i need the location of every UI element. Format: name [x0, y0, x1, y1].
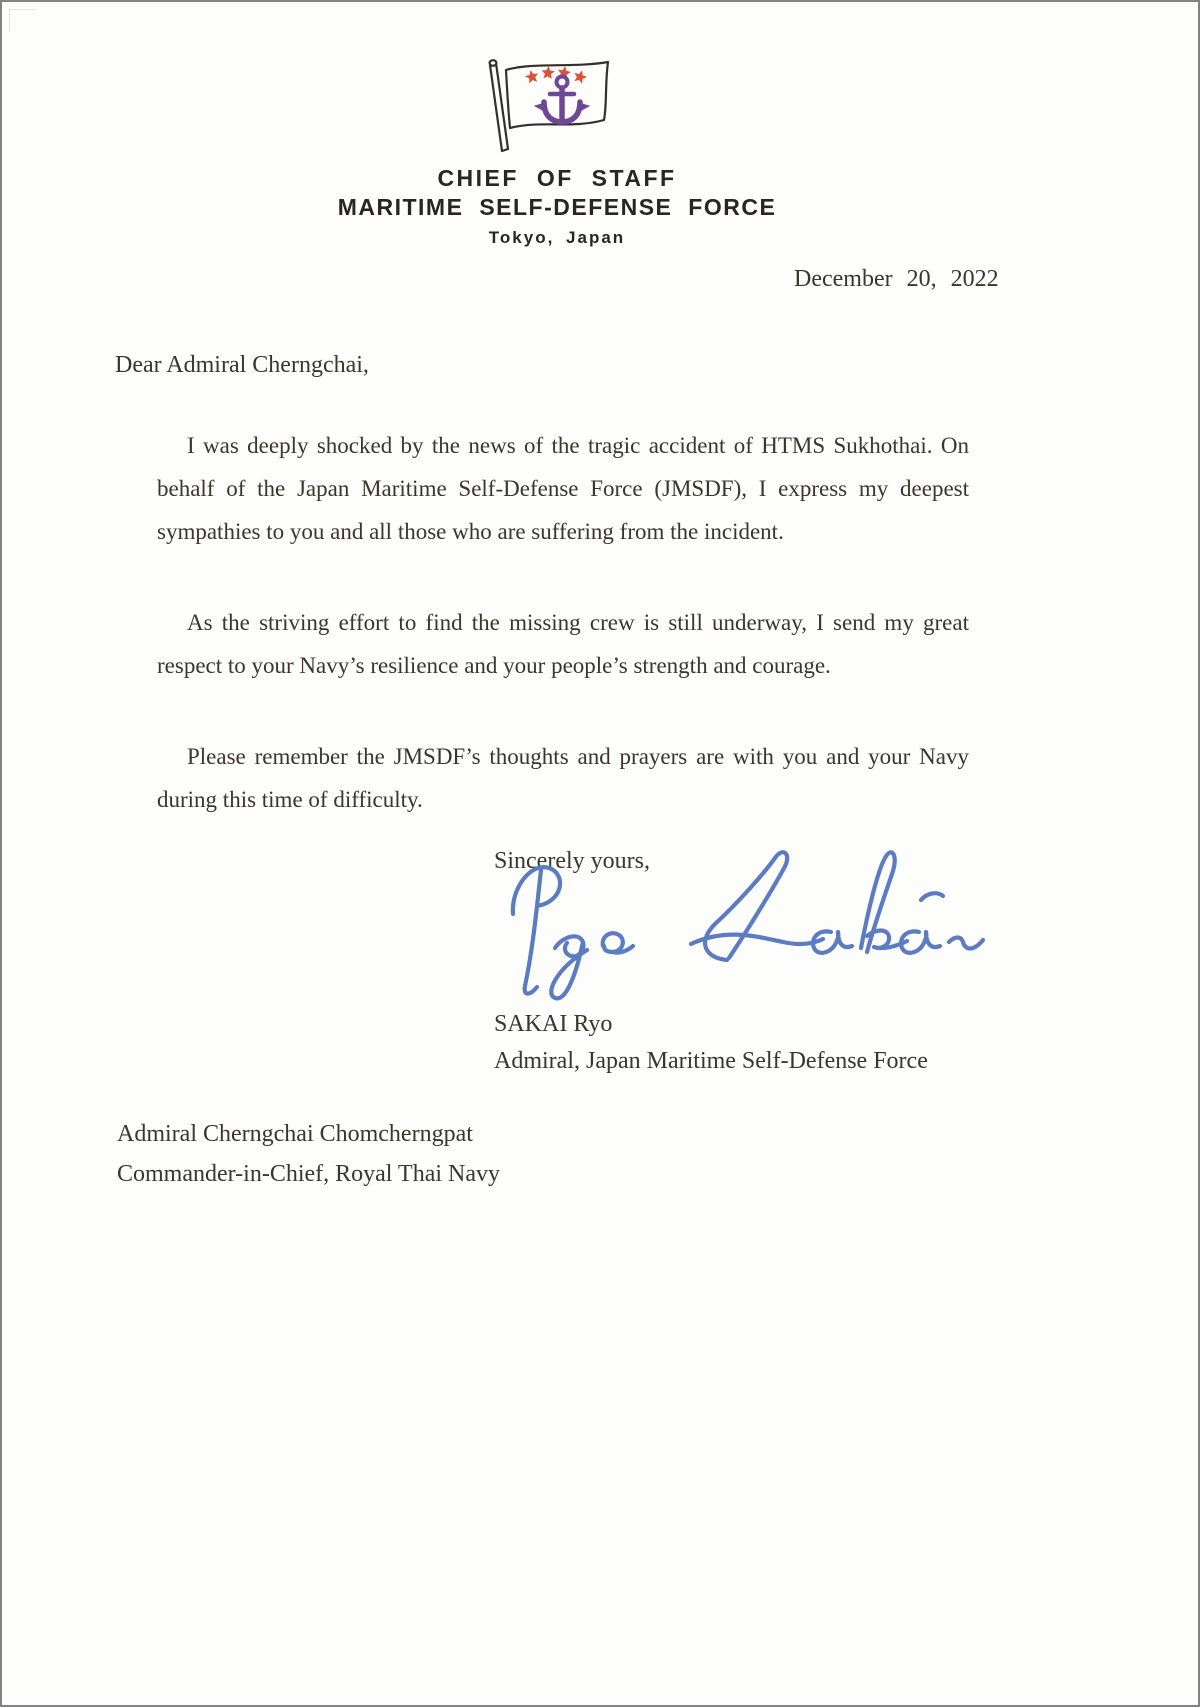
signer-name: SAKAI Ryo [494, 1011, 613, 1037]
recipient-block [117, 1114, 500, 1194]
flag-pole-knob [490, 60, 497, 66]
chief-of-staff-flag-emblem [482, 56, 632, 156]
signer-title: Admiral, Japan Maritime Self-Defense Force [494, 1048, 928, 1074]
letterhead-organization: MARITIME SELF-DEFENSE FORCE [337, 194, 777, 220]
body-paragraph: I was deeply shocked by the news of the tragic accident of HTMS Sukhothai. On behalf of the Japan Maritime Self-Defense Force (JMSDF), I express my deepest sympathies to you and all those who are suffering from the incident. [157, 433, 969, 544]
recipient-title: Commander-in-Chief, Royal Thai Navy [117, 1161, 500, 1187]
letter-body [157, 424, 969, 869]
recipient-name: Admiral Cherngchai Chomcherngpat [117, 1121, 473, 1147]
letterhead [2, 2, 1112, 247]
valediction: Sincerely yours, [494, 848, 650, 874]
date-line: December 20, 2022 [794, 266, 999, 292]
body-paragraph: As the striving effort to find the missing crew is still underway, I send my great respect to your Navy’s resilience and your people’s strength and courage. [157, 610, 969, 678]
letterhead-location: Tokyo, Japan [488, 228, 626, 247]
letterhead-title: CHIEF OF STAFF [437, 165, 677, 191]
salutation: Dear Admiral Cherngchai, [115, 352, 369, 378]
handwritten-signature [497, 844, 987, 1014]
signer-block [494, 1006, 928, 1080]
body-paragraph: Please remember the JMSDF’s thoughts and prayers are with you and your Navy during this time of difficulty. [157, 744, 969, 812]
